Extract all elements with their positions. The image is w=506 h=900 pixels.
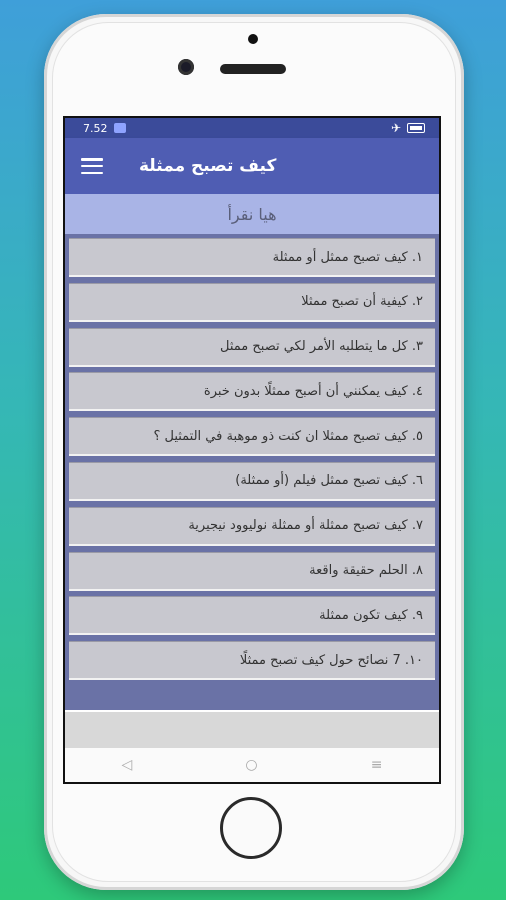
list-item-label: ٤. كيف يمكنني أن أصبح ممثلًا بدون خبرة: [203, 383, 423, 399]
list-item-label: ٨. الحلم حقيقة واقعة: [309, 563, 423, 579]
ad-placeholder: [65, 712, 439, 750]
nav-back-icon[interactable]: ◁: [121, 757, 133, 773]
articles-list: [65, 234, 439, 710]
home-button[interactable]: [220, 797, 282, 859]
app-screen: [63, 116, 441, 784]
list-item[interactable]: [69, 507, 435, 546]
list-item[interactable]: [69, 238, 435, 277]
list-item-label: ٩. كيف تكون ممثلة: [319, 607, 423, 623]
list-item-label: ١٠. 7 نصائح حول كيف تصبح ممثلًا: [239, 652, 423, 668]
lets-read-header: هيا نقرأ: [65, 194, 439, 234]
list-item-label: ١. كيف تصبح ممثل أو ممثلة: [272, 249, 423, 265]
proximity-sensor: [248, 34, 258, 44]
status-bar: [65, 118, 439, 138]
hamburger-menu-icon[interactable]: [81, 158, 103, 174]
list-item[interactable]: [69, 596, 435, 635]
airplane-mode-icon: ✈: [390, 121, 401, 135]
notification-icon: [114, 123, 126, 133]
list-item-label: ٥. كيف تصبح ممثلا ان كنت ذو موهبة في التمثيل ؟: [153, 428, 423, 444]
system-nav-bar: [65, 748, 439, 782]
list-item[interactable]: [69, 552, 435, 591]
list-item[interactable]: [69, 283, 435, 322]
front-camera: [178, 59, 194, 75]
app-title: كيف تصبح ممثلة: [139, 156, 277, 176]
app-bar: [65, 138, 439, 194]
earpiece-speaker: [220, 64, 286, 74]
battery-icon: [407, 123, 425, 133]
nav-home-icon[interactable]: ○: [245, 757, 258, 773]
nav-recents-icon[interactable]: ≡: [370, 757, 383, 773]
list-item[interactable]: [69, 372, 435, 411]
list-item[interactable]: [69, 641, 435, 680]
list-item[interactable]: [69, 417, 435, 456]
status-time: 7.52: [83, 121, 108, 135]
list-item-label: ٢. كيفية أن تصبح ممثلا: [301, 294, 423, 310]
list-item-label: ٧. كيف تصبح ممثلة أو ممثلة نوليوود نيجيرية: [188, 518, 423, 534]
list-item-label: ٦. كيف تصبح ممثل فيلم (أو ممثلة): [235, 473, 423, 489]
list-item-label: ٣. كل ما يتطلبه الأمر لكي تصبح ممثل: [220, 339, 423, 355]
list-item[interactable]: [69, 462, 435, 501]
list-item[interactable]: [69, 328, 435, 367]
